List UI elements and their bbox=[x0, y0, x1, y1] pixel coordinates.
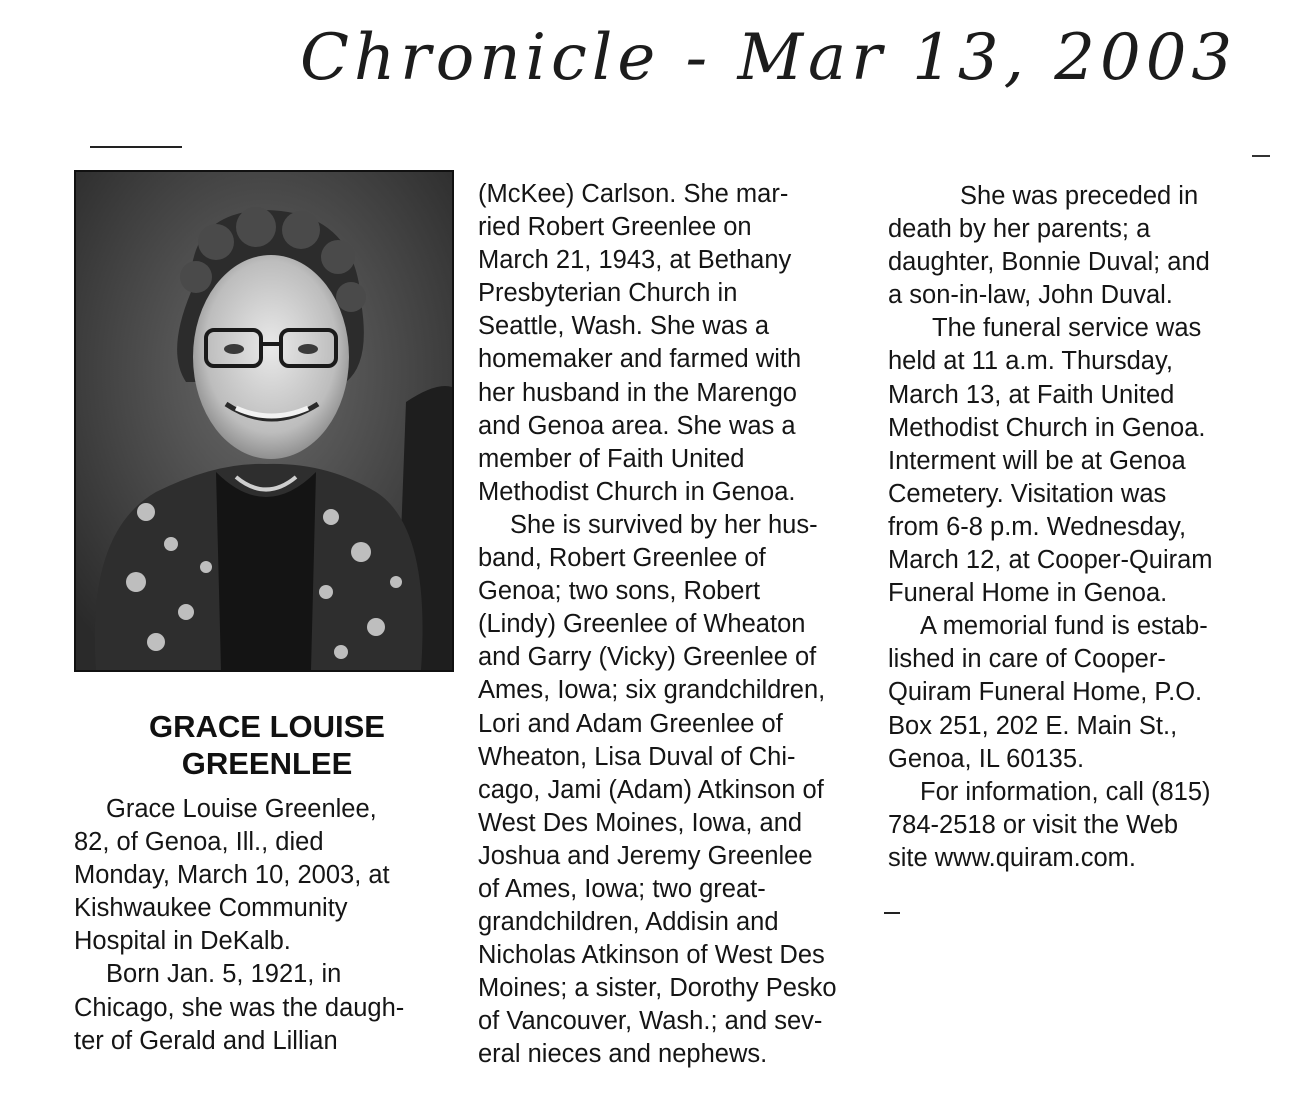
text-line: Genoa, IL 60135. bbox=[888, 744, 1085, 773]
text-line: and Garry (Vicky) Greenlee of bbox=[478, 643, 817, 672]
text-line: Seattle, Wash. She was a bbox=[478, 312, 770, 341]
text-line: from 6-8 p.m. Wednesday, bbox=[888, 512, 1187, 541]
text-column-2 bbox=[478, 178, 858, 1072]
text-line: Cemetery. Visitation was bbox=[888, 479, 1167, 508]
text-line: Chicago, she was the daugh- bbox=[74, 993, 405, 1022]
text-line: Kishwaukee Community bbox=[74, 894, 348, 923]
right-rule bbox=[1252, 155, 1270, 157]
text-line: She was preceded in bbox=[960, 182, 1199, 210]
text-line: (Lindy) Greenlee of Wheaton bbox=[478, 610, 806, 639]
text-line: of Vancouver, Wash.; and sev- bbox=[478, 1007, 823, 1036]
headline-line: GRACE LOUISE bbox=[149, 709, 385, 744]
text-line: Nicholas Atkinson of West Des bbox=[478, 941, 825, 970]
text-column-1 bbox=[74, 793, 456, 1058]
text-line: lished in care of Cooper- bbox=[888, 645, 1166, 674]
text-line: cago, Jami (Adam) Atkinson of bbox=[478, 775, 824, 804]
text-line: March 13, at Faith United bbox=[888, 380, 1175, 409]
text-line: Quiram Funeral Home, P.O. bbox=[888, 678, 1203, 707]
portrait-photo bbox=[74, 170, 454, 672]
text-line: band, Robert Greenlee of bbox=[478, 544, 766, 573]
portrait-illustration bbox=[76, 172, 452, 670]
text-line: March 12, at Cooper-Quiram bbox=[888, 546, 1213, 575]
text-line: death by her parents; a bbox=[888, 215, 1151, 244]
text-line: Grace Louise Greenlee, bbox=[106, 795, 377, 823]
obituary-headline bbox=[82, 708, 452, 782]
text-line: Lori and Adam Greenlee of bbox=[478, 709, 783, 738]
top-rule bbox=[90, 146, 182, 148]
text-line: ter of Gerald and Lillian bbox=[74, 1026, 338, 1055]
text-line: West Des Moines, Iowa, and bbox=[478, 808, 803, 837]
text-line: 82, of Genoa, Ill., died bbox=[74, 828, 324, 857]
text-line: The funeral service was bbox=[932, 314, 1202, 343]
text-line: homemaker and farmed with bbox=[478, 345, 802, 374]
text-line: March 21, 1943, at Bethany bbox=[478, 246, 792, 275]
text-line: She is survived by her hus- bbox=[510, 510, 818, 539]
text-line: of Ames, Iowa; two great- bbox=[478, 874, 766, 903]
text-line: eral nieces and nephews. bbox=[478, 1040, 768, 1069]
text-line: held at 11 a.m. Thursday, bbox=[888, 347, 1173, 376]
headline-line: GREENLEE bbox=[181, 746, 353, 781]
text-line: ried Robert Greenlee on bbox=[478, 213, 752, 242]
handwritten-source-note: Chronicle - Mar 13, 2003 bbox=[300, 21, 1238, 95]
text-line: Wheaton, Lisa Duval of Chi- bbox=[478, 742, 796, 771]
text-line: and Genoa area. She was a bbox=[478, 411, 796, 440]
text-line: A memorial fund is estab- bbox=[920, 612, 1208, 641]
text-line: Hospital in DeKalb. bbox=[74, 927, 291, 956]
text-line: Methodist Church in Genoa. bbox=[888, 413, 1206, 442]
text-line: (McKee) Carlson. She mar- bbox=[478, 180, 789, 208]
text-line: Methodist Church in Genoa. bbox=[478, 477, 796, 506]
text-line: grandchildren, Addisin and bbox=[478, 908, 779, 937]
text-line: Monday, March 10, 2003, at bbox=[74, 861, 390, 890]
text-line: Born Jan. 5, 1921, in bbox=[106, 960, 342, 989]
text-line: site www.quiram.com. bbox=[888, 843, 1136, 872]
text-line: Interment will be at Genoa bbox=[888, 446, 1186, 475]
text-line: Box 251, 202 E. Main St., bbox=[888, 711, 1178, 740]
text-line: Presbyterian Church in bbox=[478, 279, 738, 308]
text-line: 784-2518 or visit the Web bbox=[888, 810, 1179, 839]
text-line: For information, call (815) bbox=[920, 777, 1211, 806]
text-line: a son-in-law, John Duval. bbox=[888, 281, 1173, 310]
text-line: her husband in the Marengo bbox=[478, 378, 797, 407]
text-line: Moines; a sister, Dorothy Pesko bbox=[478, 974, 837, 1003]
text-line: Ames, Iowa; six grandchildren, bbox=[478, 676, 826, 705]
end-rule bbox=[884, 912, 900, 914]
text-line: Joshua and Jeremy Greenlee bbox=[478, 841, 813, 870]
text-line: daughter, Bonnie Duval; and bbox=[888, 248, 1210, 277]
text-line: member of Faith United bbox=[478, 444, 745, 473]
text-line: Genoa; two sons, Robert bbox=[478, 577, 761, 606]
text-column-3 bbox=[888, 180, 1258, 875]
text-line: Funeral Home in Genoa. bbox=[888, 579, 1168, 608]
